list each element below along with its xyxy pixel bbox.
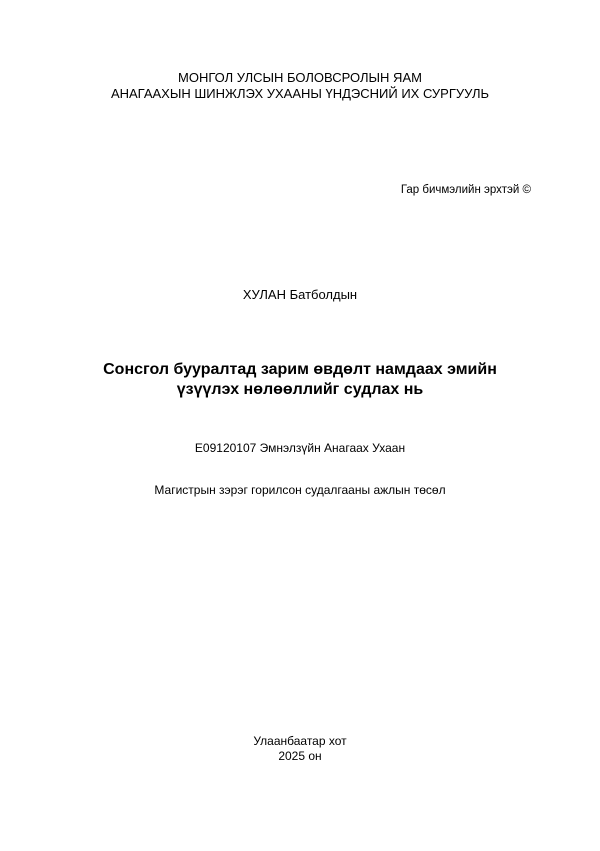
thesis-title-line2: үзүүлэх нөлөөллийг судлах нь xyxy=(176,381,424,398)
thesis-title-line1: Сонсгол бууралтад зарим өвдөлт намдаах эмийн xyxy=(103,361,497,378)
ministry-name: МОНГОЛ УЛСЫН БОЛОВСРОЛЫН ЯАМ xyxy=(178,70,422,85)
institution-header xyxy=(0,70,600,102)
program-code: E09120107 Эмнэлзүйн Анагаах Ухаан xyxy=(194,441,406,455)
year: 2025 он xyxy=(278,749,322,763)
author-name: ХУЛАН Батболдын xyxy=(242,287,358,302)
thesis-title xyxy=(0,360,600,400)
copyright-note: Гар бичмэлийн эрхтэй © xyxy=(400,184,531,196)
degree-note: Магистрын зэрэг горилсон судалгааны ажлын төсөл xyxy=(154,483,446,497)
place-and-date xyxy=(0,734,600,764)
city: Улаанбаатар хот xyxy=(253,734,347,748)
university-name: АНАГААХЫН ШИНЖЛЭХ УХААНЫ ҮНДЭСНИЙ ИХ СУРГУУЛЬ xyxy=(110,86,490,101)
